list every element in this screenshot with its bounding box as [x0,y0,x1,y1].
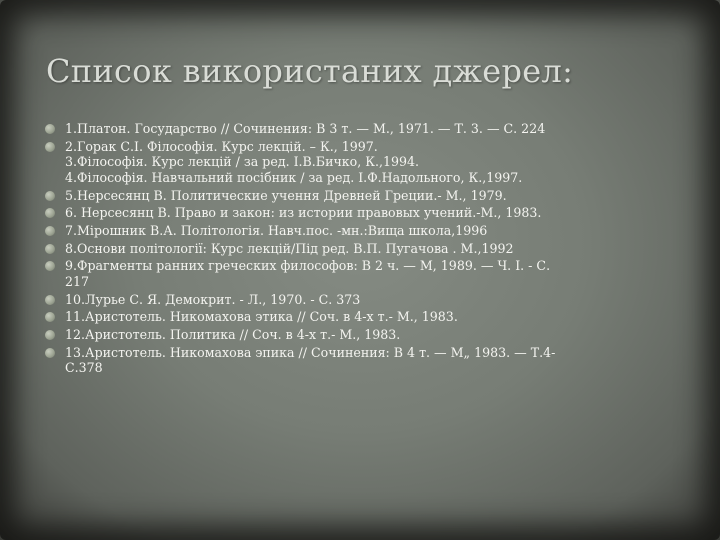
list-item [45,121,685,137]
list-item [45,327,685,343]
bullet-icon [45,261,55,271]
list-item-line: 6. Нерсесянц В. Право и закон: из истории правовых учений.-М., 1983. [65,205,542,221]
list-item [45,292,685,308]
list-item-text [65,188,685,204]
list-item-line: 3.Філософія. Курс лекцій / за ред. І.В.Бичко, К.,1994. [65,154,420,170]
list-item-line: 11.Аристотель. Никомахова этика // Соч. в 4-х т.- М., 1983. [65,309,458,325]
list-item-line: 5.Нерсесянц В. Политические учення Древней Греции.- М., 1979. [65,187,507,203]
bullet-icon [45,124,55,134]
list-item-line: 7.Мірошник В.А. Політологія. Навч.пос. -мн.:Вища школа,1996 [65,222,488,238]
list-item-line: 2.Горак С.І. Філософія. Курс лекцій. – К., 1997. [65,138,378,154]
list-item-line: 13.Аристотель. Никомахова эпика // Сочинения: В 4 т. — М„ 1983. — Т.4- [65,344,556,360]
list-item-text [65,223,685,239]
list-item-line: 12.Аристотель. Политика // Соч. в 4-х т.- М., 1983. [65,326,401,342]
list-item-text [65,327,685,343]
bullet-icon [45,348,55,358]
slide-title: Список використаних джерел: [46,52,574,90]
list-item-line: 9.Фрагменты ранних греческих философов: В 2 ч. — М, 1989. — Ч. I. - С. [65,258,551,274]
bullet-icon [45,142,55,152]
bullet-icon [45,244,55,254]
list-item [45,205,685,221]
bullet-icon [45,191,55,201]
bullet-icon [45,208,55,218]
bullet-icon [45,295,55,305]
list-item [45,345,685,376]
list-item-text [65,121,685,137]
list-item-line: С.378 [65,360,103,376]
list-item [45,309,685,325]
list-item-text [65,309,685,325]
list-item-text [65,345,685,376]
list-item [45,258,685,289]
list-item-line: 1.Платон. Государство // Сочинения: В 3 т. — М., 1971. — Т. 3. — С. 224 [65,121,546,136]
list-item-line: 8.Основи політології: Курс лекцій/Під ред. В.П. Пугачова . М.,1992 [65,240,514,256]
list-item [45,188,685,204]
bibliography-list [45,121,685,378]
bullet-icon [45,330,55,340]
bullet-icon [45,226,55,236]
list-item-text [65,139,685,186]
list-item [45,223,685,239]
list-item-text [65,292,685,308]
list-item-text [65,205,685,221]
list-item-line: 10.Лурье С. Я. Демокрит. - Л., 1970. - С. 373 [65,291,361,307]
list-item [45,241,685,257]
list-item-line: 4.Філософія. Навчальний посібник / за ред. І.Ф.Надольного, К.,1997. [65,169,523,185]
list-item-line: 217 [65,273,90,289]
bullet-icon [45,312,55,322]
list-item-text [65,258,685,289]
list-item-text [65,241,685,257]
list-item [45,139,685,186]
